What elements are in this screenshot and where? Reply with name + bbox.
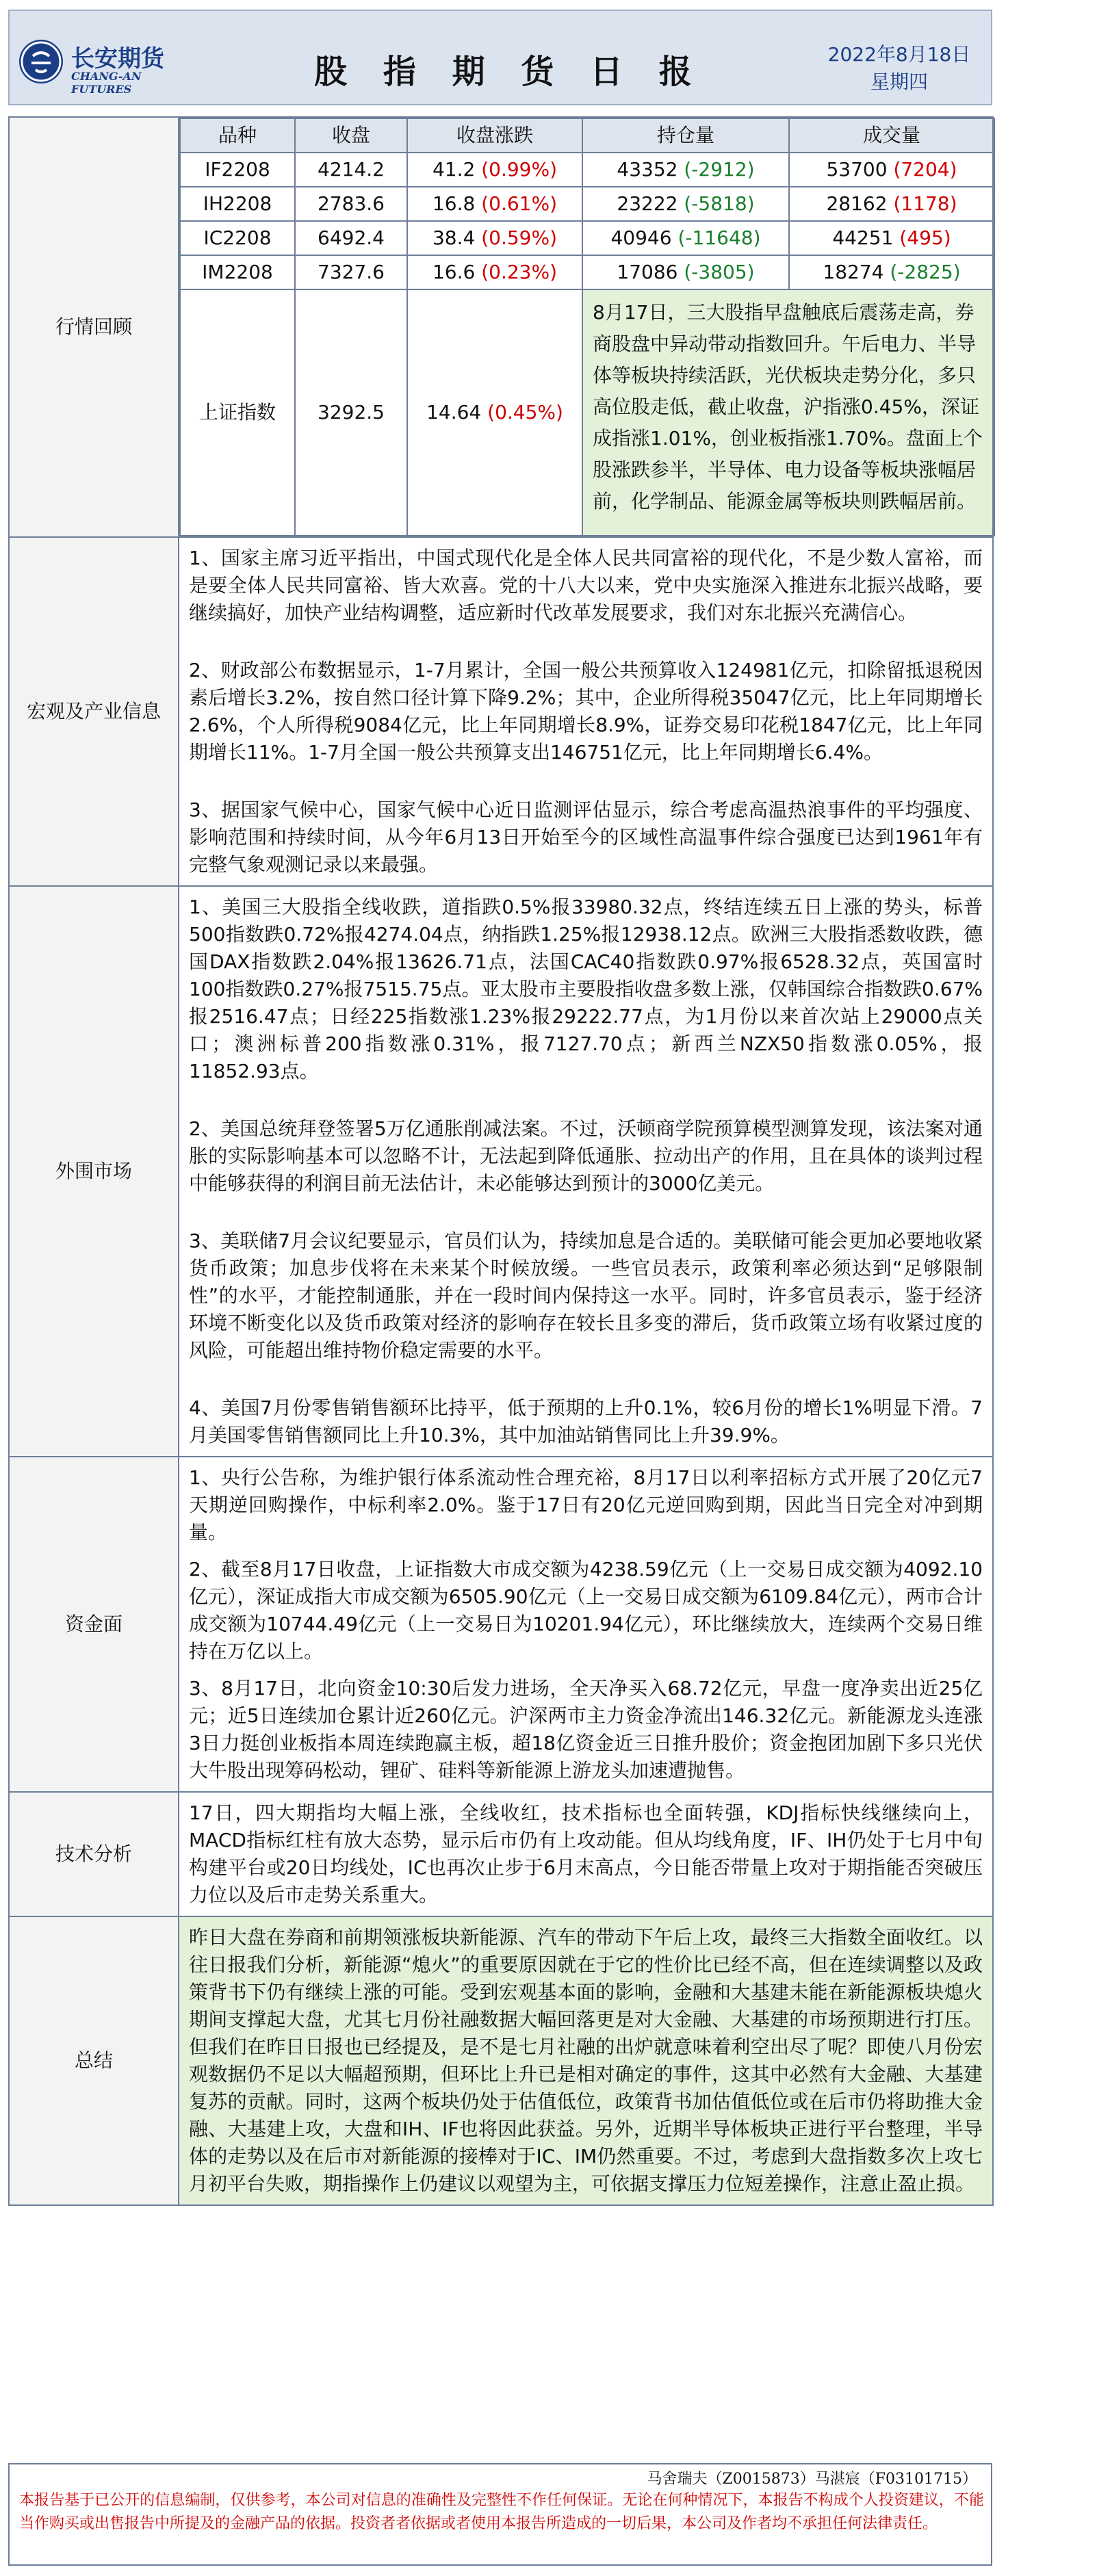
contract-name: IC2208 (180, 221, 295, 255)
change-pct: (0.99%) (481, 158, 558, 181)
change-pct: (0.59%) (481, 226, 558, 249)
company-logo (19, 40, 197, 96)
volume-value: 18274 (823, 261, 884, 283)
disclaimer: 本报告基于已公开的信息编制，仅供参考，本公司对信息的准确性及完整性不作任何保证。无论在何种情况下，本报告不构成个人投资建议，不能当作购买或出售报告中所提及的金融产品的依据。投资者者依据或者使用本报告所造成的一切后果，本公司及作者均不承担任何法律责任。 (19, 2492, 984, 2532)
quote-row (180, 153, 994, 187)
macro-section (9, 537, 993, 886)
index-name: 上证指数 (180, 289, 295, 536)
volume-change: (495) (899, 226, 951, 249)
market-content (179, 117, 993, 537)
oi-change: (-11648) (677, 226, 761, 249)
change-value: 16.8 (432, 192, 476, 215)
change-value: 41.2 (432, 158, 476, 181)
change-value: 16.6 (432, 261, 476, 283)
open-interest (582, 221, 789, 255)
index-change (407, 289, 582, 536)
oi-change: (-2912) (684, 158, 755, 181)
foreign-paragraph: 4、美国7月份零售销售额环比持平，低于预期的上升0.1%，较6月份的增长1%明显下滑。7月美国零售销售额同比上升10.3%，其中加油站销售同比上升39.9%。 (189, 1396, 983, 1446)
summary-section (9, 1916, 993, 2205)
report-footer (8, 2463, 992, 2566)
section-label-foreign: 外围市场 (9, 886, 179, 1457)
foreign-section (9, 886, 993, 1457)
open-interest (582, 187, 789, 221)
change-pct: (0.61%) (481, 192, 558, 215)
volume (789, 187, 994, 221)
logo-text-en: CHANG-AN FUTURES (71, 70, 142, 96)
volume (789, 153, 994, 187)
section-label-macro: 宏观及产业信息 (9, 537, 179, 886)
logo-emblem-icon (19, 40, 63, 83)
weekday-text: 星期四 (870, 70, 928, 93)
oi-change: (-5818) (684, 192, 755, 215)
report-date (817, 41, 981, 96)
contract-name: IF2208 (180, 153, 295, 187)
summary-content (179, 1916, 993, 2205)
oi-change: (-3805) (684, 261, 755, 283)
volume-change: (7204) (893, 158, 957, 181)
quote-row (180, 187, 994, 221)
index-close: 3292.5 (295, 289, 407, 536)
report-header (8, 10, 992, 105)
volume-change: (-2825) (890, 261, 961, 283)
volume-value: 28162 (826, 192, 888, 215)
close-change (407, 221, 582, 255)
close-change (407, 187, 582, 221)
summary-paragraph: 昨日大盘在券商和前期领涨板块新能源、汽车的带动下午后上攻，最终三大指数全面收红。以往日报我们分析，新能源“熄火”的重要原因就在于它的性价比已经不高，但在连续调整以及政策背书下仍有继续上涨的可能。受到宏观基本面的影响，金融和大基建未能在新能源板块熄火期间支撑起大盘，尤其七月份社融数据大幅回落更是对大金融、大基建的市场预期进行打压。但我们在昨日日报也已经提及，是不是七月社融的出炉就意味着利空出尽了呢？即使八月份宏观数据仍不足以大幅超预期，但环比上升已是相对确定的事件，这其中必然有大金融、大基建复苏的贡献。同时，这两个板块仍处于估值低位，政策背书加估值低位或在后市仍将助推大金融、大基建上攻，大盘和IH、IF也将因此获益。另外，近期半导体板块正进行平台整理，半导体的走势以及在后市对新能源的接棒对于IC、IM仍然重要。不过，考虑到大盘指数多次上攻七月初平台失败，期指操作上仍建议以观望为主，可依据支撑压力位短差操作，注意止盈止损。 (189, 1926, 983, 2195)
col-header: 成交量 (789, 118, 994, 153)
funding-section (9, 1457, 993, 1792)
macro-paragraph: 1、国家主席习近平指出，中国式现代化是全体人民共同富裕的现代化，不是少数人富裕，而是要全体人民共同富裕、皆大欢喜。党的十八大以来，党中央实施深入推进东北振兴战略，要继续搞好，加快产业结构调整，适应新时代改革发展要求，我们对东北振兴充满信心。 (189, 547, 983, 624)
oi-value: 43352 (617, 158, 678, 181)
quote-row (180, 221, 994, 255)
date-text: 2022年8月18日 (827, 43, 971, 66)
macro-content (179, 537, 993, 886)
close-price: 2783.6 (295, 187, 407, 221)
authors: 马舍瑞夫（Z0015873）马湛宸（F03101715） (647, 2471, 977, 2488)
section-label-technical: 技术分析 (9, 1792, 179, 1916)
contract-name: IH2208 (180, 187, 295, 221)
report-table (8, 116, 994, 2206)
foreign-content (179, 886, 993, 1457)
technical-paragraph: 17日，四大期指均大幅上涨，全线收红，技术指标也全面转强，KDJ指标快线继续向上，MACD指标红柱有放大态势，显示后市仍有上攻动能。但从均线角度，IF、IH仍处于七月中旬构建平台或20日均线处，IC也再次止步于6月末高点，今日能否带量上攻对于期指能否突破压力位以及后市走势关系重大。 (189, 1801, 983, 1906)
foreign-paragraph: 1、美国三大股指全线收跌，道指跌0.5%报33980.32点，终结连续五日上涨的势头，标普500指数跌0.72%报4274.04点，纳指跌1.25%报12938.12点。欧洲三大股指悉数收跌，德国DAX指数跌2.04%报13626.71点，法国CAC40指数跌0.97%报6528.32点，英国富时100指数跌0.27%报7515.75点。亚太股市主要股指收盘多数上涨，仅韩国综合指数跌0.67%报2516.47点；日经225指数涨1.23%报29222.77点，为1月份以来首次站上29000点关口；澳洲标普200指数涨0.31%，报7127.70点；新西兰NZX50指数涨0.05%，报11852.93点。 (189, 896, 983, 1082)
col-header: 收盘 (295, 118, 407, 153)
funding-paragraph: 3、8月17日，北向资金10:30后发力进场，全天净买入68.72亿元，早盘一度净卖出近25亿元；近5日连续加仓累计近260亿元。沪深两市主力资金净流出146.32亿元。新能源龙头连涨3日力挺创业板指本周连续跑赢主板，超18亿资金近三日推升股价；资金抱团加剧下多只光伏大牛股出现筹码松动，锂矿、硅料等新能源上游龙头加速遭抛售。 (189, 1677, 983, 1782)
col-header: 持仓量 (582, 118, 789, 153)
section-label-summary: 总结 (9, 1916, 179, 2205)
contract-name: IM2208 (180, 255, 295, 289)
oi-value: 40946 (610, 226, 672, 249)
close-change (407, 255, 582, 289)
volume (789, 221, 994, 255)
col-header: 品种 (180, 118, 295, 153)
index-change-value: 14.64 (426, 401, 482, 424)
quote-table (179, 118, 995, 536)
close-price: 7327.6 (295, 255, 407, 289)
technical-section (9, 1792, 993, 1916)
close-price: 4214.2 (295, 153, 407, 187)
foreign-paragraph: 2、美国总统拜登签署5万亿通胀削减法案。不过，沃顿商学院预算模型测算发现，该法案对通胀的实际影响基本可以忽略不计，无法起到降低通胀、拉动出产的作用，且在具体的谈判过程中能够获得的利润目前无法估计，未必能够达到预计的3000亿美元。 (189, 1117, 983, 1195)
funding-paragraph: 1、央行公告称，为维护银行体系流动性合理充裕，8月17日以利率招标方式开展了20亿元7天期逆回购操作，中标利率2.0%。鉴于17日有20亿元逆回购到期，因此当日完全对冲到期量。 (189, 1466, 983, 1544)
oi-value: 17086 (617, 261, 678, 283)
volume (789, 255, 994, 289)
foreign-paragraph: 3、美联储7月会议纪要显示，官员们认为，持续加息是合适的。美联储可能会更加必要地收紧货币政策；加息步伐将在未来某个时候放缓。一些官员表示，政策利率必须达到“足够限制性”的水平，才能控制通胀，并在一段时间内保持这一水平。同时，许多官员表示，鉴于经济环境不断变化以及货币政策对经济的影响存在较长且多变的滞后，货币政策立场有收紧过度的风险，可能超出维持物价稳定需要的水平。 (189, 1230, 983, 1362)
logo-text-cn: 长安期货 (71, 45, 164, 73)
col-header: 收盘涨跌 (407, 118, 582, 153)
close-price: 6492.4 (295, 221, 407, 255)
macro-paragraph: 3、据国家气候中心，国家气候中心近日监测评估显示，综合考虑高温热浪事件的平均强度、影响范围和持续时间，从今年6月13日开始至今的区域性高温事件综合强度已达到1961年有完整气象观测记录以来最强。 (189, 798, 983, 876)
funding-content (179, 1457, 993, 1792)
macro-paragraph: 2、财政部公布数据显示，1-7月累计，全国一般公共预算收入124981亿元，扣除留抵退税因素后增长3.2%，按自然口径计算下降9.2%；其中，企业所得税35047亿元，比上年同期增长2.6%，个人所得税9084亿元，比上年同期增长8.9%，证券交易印花税1847亿元，比上年同期增长11%。1-7月全国一般公共预算支出146751亿元，比上年同期增长6.4%。 (189, 659, 983, 764)
volume-change: (1178) (893, 192, 957, 215)
volume-value: 53700 (826, 158, 888, 181)
change-pct: (0.23%) (481, 261, 558, 283)
open-interest (582, 153, 789, 187)
volume-value: 44251 (832, 226, 894, 249)
technical-content (179, 1792, 993, 1916)
market-summary: 8月17日，三大股指早盘触底后震荡走高，券商股盘中异动带动指数回升。午后电力、半导体等板块持续活跃，光伏板块走势分化，多只高位股走低，截止收盘，沪指涨0.45%，深证成指涨1.01%，创业板指涨1.70%。盘面上个股涨跌参半，半导体、电力设备等板块涨幅居前，化学制品、能源金属等板块则跌幅居前。 (582, 289, 994, 536)
funding-paragraph: 2、截至8月17日收盘，上证指数大市成交额为4238.59亿元（上一交易日成交额为4092.10亿元），深证成指大市成交额为6505.90亿元（上一交易日成交额为6109.84亿元），两市合计成交额为10744.49亿元（上一交易日为10201.94亿元），环比继续放大，连续两个交易日维持在万亿以上。 (189, 1558, 983, 1663)
index-row (180, 289, 994, 536)
index-change-pct: (0.45%) (487, 401, 563, 424)
close-change (407, 153, 582, 187)
section-label-market: 行情回顾 (9, 117, 179, 537)
quote-header-row (180, 118, 994, 153)
quote-row (180, 255, 994, 289)
change-value: 38.4 (432, 226, 476, 249)
oi-value: 23222 (617, 192, 678, 215)
report-title: 股 指 期 货 日 报 (314, 53, 704, 91)
open-interest (582, 255, 789, 289)
section-label-funding: 资金面 (9, 1457, 179, 1792)
market-section (9, 117, 993, 537)
